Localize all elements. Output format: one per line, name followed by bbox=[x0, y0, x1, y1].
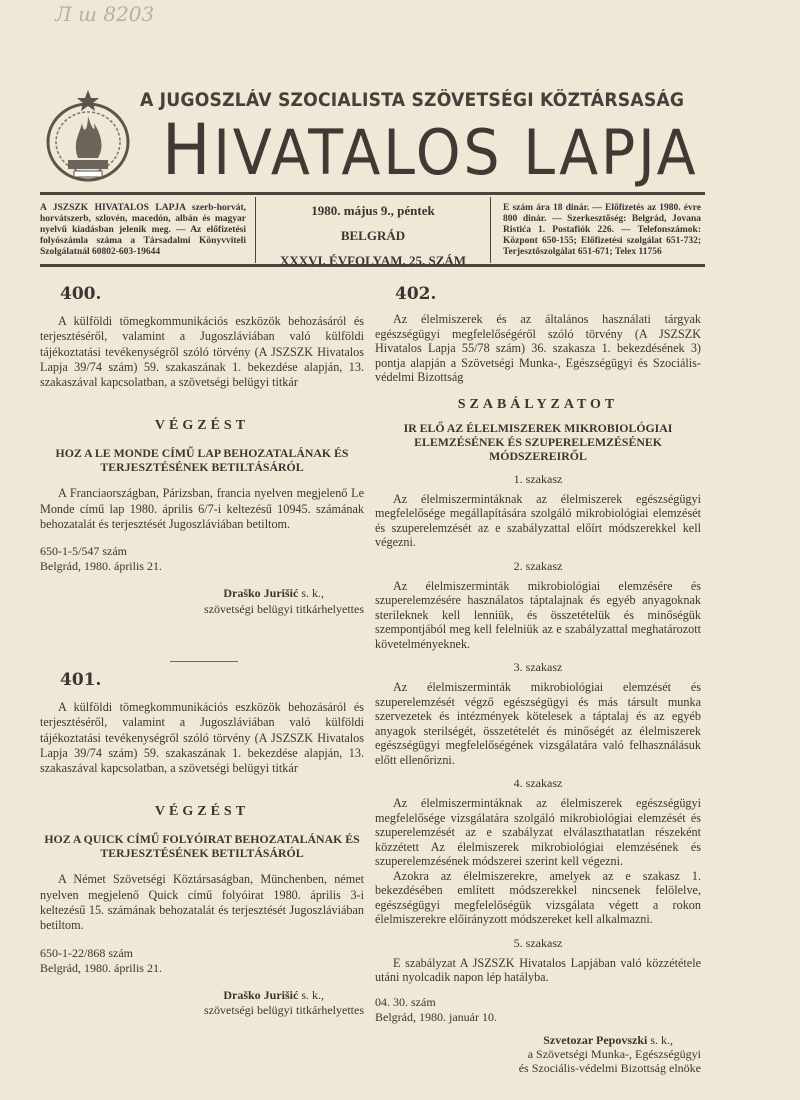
section-intro: Az élelmiszerek és az általános használati tárgyak egészségügyi megfelelőségéről szóló törvény (A JSZSZK Hivatalos Lapja 55/78 szám) 36. szakasza 1. bekezdésének 3) pontja alapján a Szövetségi Munka-, Egészségügyi és Szociális-védelmi Bizottság bbox=[375, 312, 701, 384]
section-intro: A külföldi tömegkommunikációs eszközök behozásáról és terjesztéséről, valamint a Jugoszláviában való külföldi tájékoztatási tevékenységről szóló törvény (A JSZSZK Hivatalos Lapja 39/74 szám) 59. szakaszának 1. bekezdése alapján, 13. szakaszával kapcsolatban, a szövetségi belügyi titkár bbox=[40, 314, 364, 390]
signer-name: Draško Jurišić bbox=[223, 586, 299, 601]
signer-title: szövetségi belügyi titkárhelyettes bbox=[204, 1003, 364, 1018]
masthead-supertitle: A JUGOSZLÁV SZOCIALISTA SZÖVETSÉGI KÖZTÁRSASÁG bbox=[140, 90, 685, 111]
reference-number: 650-1-5/547 szám bbox=[40, 544, 127, 559]
section-number: 401. bbox=[60, 670, 102, 690]
section-title: 3. szakasz bbox=[513, 660, 563, 674]
signer-title: szövetségi belügyi titkárhelyettes bbox=[204, 601, 364, 616]
section-title: 4. szakasz bbox=[513, 776, 563, 790]
section-400 bbox=[40, 284, 364, 617]
masthead-title bbox=[162, 109, 699, 191]
section-paragraph: Az élelmiszerminták mikrobiológiai elemzésére és szuperelemzésére használatos táptalajnak és egyéb anyagoknak sterileknek kell lenniük, és összetételük és minőségük szempontjából meg kell felelniük az e szabályzattal meghatározott követelményeknek. bbox=[375, 578, 701, 651]
regulation-type: SZABÁLYZATOT bbox=[457, 396, 619, 412]
reference-number: 650-1-22/868 szám bbox=[40, 945, 133, 960]
decree-body: A Német Szövetségi Köztársaságban, Münchenben, német nyelven megjelenő Quick című folyóirat 1980. április 3-i keltezésű 15. számának behozatalát és terjesztését Jugoszláviában betiltom. bbox=[40, 872, 364, 933]
info-pricing: E szám ára 18 dinár. — Előfizetés az 1980. évre 800 dinár. — Szerkesztőség: Belgrád, Jovana Ristića 1. Postafiók 226. — Telefonszámok: Központ 650-155; Előfizetési szolgálat 651-732; Terjesztőszolgálat 651-671; Telex 11756 bbox=[503, 203, 701, 257]
issue-date: 1980. május 9., péntek bbox=[311, 203, 435, 218]
section-paragraph: Azokra az élelmiszerekre, amelyek az e szakasz 1. bekezdésében említett módszerekkel nincsenek felölelve, egészségügyi megfelelőségük vizsgálata végett a rokon élelmiszerekre előirányzott módszereket kell alkalmazni. bbox=[375, 868, 701, 926]
section-402 bbox=[375, 284, 701, 1075]
section-divider bbox=[170, 661, 238, 662]
info-divider bbox=[490, 197, 491, 263]
title-initial: H bbox=[162, 109, 214, 191]
section-intro: A külföldi tömegkommunikációs eszközök behozásáról és terjesztéséről, valamint a Jugoszláviában való külföldi tájékoztatási tevékenységről szóló törvény (A JSZSZK Hivatalos Lapja 39/74 szám) 59. szakaszának 1. bekezdése alapján, 13. szakaszával kapcsolatban, a szövetségi belügyi titkár bbox=[40, 700, 364, 776]
decree-heading: HOZ A QUICK CÍMŰ FOLYÓIRAT BEHOZATALÁNAK ÉS TERJESZTÉSÉNEK BETILTÁSÁRÓL bbox=[44, 832, 360, 861]
section-number: 400. bbox=[60, 284, 102, 304]
header-rule-top bbox=[40, 192, 705, 195]
reference-number: 04. 30. szám bbox=[375, 994, 436, 1009]
handwritten-note: Л ш 8203 bbox=[55, 2, 155, 26]
title-rest: IVATALOS LAPJA bbox=[213, 116, 699, 189]
place-date: Belgrád, 1980. január 10. bbox=[375, 1009, 497, 1024]
signer bbox=[40, 988, 364, 1004]
signer-name: Szvetozar Pepovszki bbox=[543, 1032, 648, 1047]
section-paragraph: Az élelmiszermintáknak az élelmiszerek egészségügyi megfelelősége megállapítására szolgáló mikrobiológiai elemzését és szuperelemzését az e szabályzattal előírt módszerekkel kell végezni. bbox=[375, 491, 701, 549]
signer-suffix: s. k., bbox=[298, 586, 324, 601]
signer-suffix: s. k., bbox=[647, 1032, 673, 1047]
section-paragraph: Az élelmiszerminták mikrobiológiai elemzését és szuperelemzését végző egészségügyi és más társult munka szervezetek és intézmények kötelesek a táptalaj és az egyéb anyagok sterilségét, összetételét és minőségét az élelmiszerek egészségügyi megfelelőségének vizsgálatára való felhasználásuk előtt ellenőrizni. bbox=[375, 680, 701, 767]
signer-title: a Szövetségi Munka-, Egészségügyi bbox=[527, 1046, 701, 1061]
place-date: Belgrád, 1980. április 21. bbox=[40, 559, 162, 574]
regulation-sections bbox=[375, 472, 701, 985]
signer-title: és Szociális-védelmi Bizottság elnöke bbox=[518, 1060, 701, 1075]
decree-body: A Franciaországban, Párizsban, francia nyelven megjelenő Le Monde című lap 1980. április 6/7-i keltezésű 10945. számának behozatalát és terjesztését Jugoszláviában betiltom. bbox=[40, 486, 364, 532]
signer-name: Draško Jurišić bbox=[223, 987, 299, 1002]
signer bbox=[375, 1033, 701, 1047]
decree-type: VÉGZÉST bbox=[154, 804, 250, 820]
issue-volume: XXXVI. ÉVFOLYAM, 25. SZÁM bbox=[279, 253, 467, 268]
section-401 bbox=[40, 670, 364, 1019]
decree-type: VÉGZÉST bbox=[154, 418, 250, 434]
state-emblem-icon bbox=[44, 88, 132, 186]
section-title: 2. szakasz bbox=[513, 558, 563, 573]
section-number: 402. bbox=[395, 284, 437, 304]
issue-city: BELGRÁD bbox=[340, 228, 406, 243]
place-date: Belgrád, 1980. április 21. bbox=[40, 960, 162, 975]
section-title: 5. szakasz bbox=[513, 935, 563, 950]
section-title: 1. szakasz bbox=[513, 471, 563, 486]
decree-heading: HOZ A LE MONDE CÍMŰ LAP BEHOZATALÁNAK ÉS TERJESZTÉSÉNEK BETILTÁSÁRÓL bbox=[55, 446, 349, 475]
section-paragraph: E szabályzat A JSZSZK Hivatalos Lapjában való közzététele utáni nyolcadik napon lép hatályba. bbox=[375, 955, 701, 984]
regulation-heading: IR ELŐ AZ ÉLELMISZEREK MIKROBIOLÓGIAI ELEMZÉSÉNEK ÉS SZUPERELEMZÉSÉNEK MÓDSZEREIRŐL bbox=[403, 420, 673, 463]
section-paragraph: Az élelmiszermintáknak az élelmiszerek egészségügyi megfelelősége vizsgálatára szolgáló mikrobiológiai elemzését és szuperelemzését az e szabályzat elválaszthatatlan részeként közzétett Az élelmiszerek mikrobiológiai elemzésének és szuperelemzésének módszerei szerint kell végezni. bbox=[375, 796, 701, 868]
signer-suffix: s. k., bbox=[298, 987, 324, 1002]
info-publication: A JSZSZK HIVATALOS LAPJA szerb-horvát, horvátszerb, szlovén, macedón, albán és magyar nyelvű kiadásban jelenik meg. — Az előfizetési folyószámla száma a Társadalmi Könyvviteli Szolgálatnál 60802-603-19644 bbox=[40, 203, 246, 257]
info-issue bbox=[256, 203, 490, 278]
signer bbox=[40, 586, 364, 602]
